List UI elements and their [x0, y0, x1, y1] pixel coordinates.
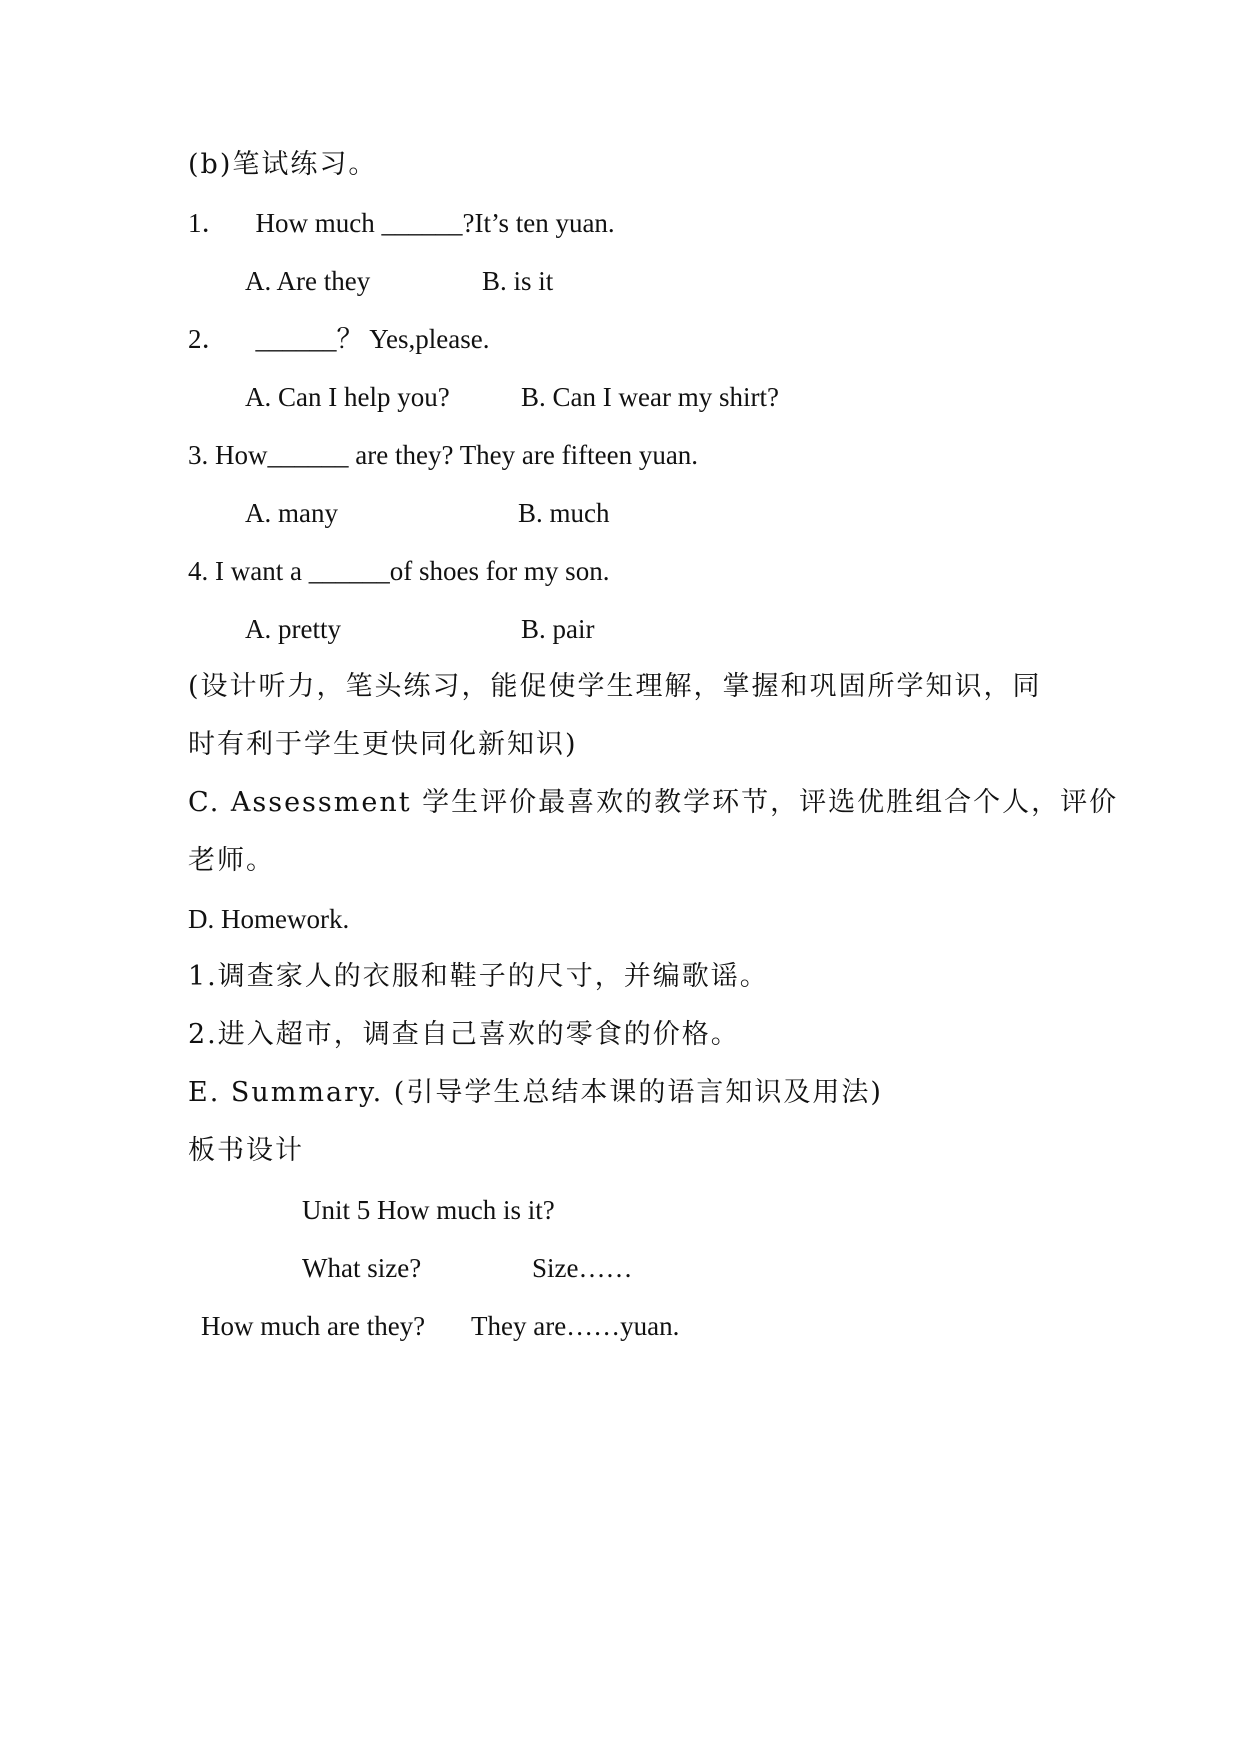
homework-title: D. Homework. — [188, 904, 350, 934]
board-unit-title: Unit 5 How much is it? — [302, 1195, 555, 1225]
assessment-line-2: 老师。 — [188, 845, 275, 876]
question-3-stem: 3. How______ are they? They are fifteen yuan. — [188, 440, 699, 470]
question-4-option-a: A. pretty — [245, 614, 341, 644]
question-3-option-a: A. many — [245, 498, 338, 528]
question-2-option-b: B. Can I wear my shirt? — [521, 382, 779, 412]
board-size-answer: Size…… — [532, 1253, 633, 1283]
question-2-option-a: A. Can I help you? — [245, 382, 450, 412]
question-3-option-b: B. much — [518, 498, 610, 528]
question-1-stem: 1． How much ______?It’s ten yuan. — [188, 208, 615, 238]
homework-item-1: 1.调查家人的衣服和鞋子的尺寸，并编歌谣。 — [188, 961, 769, 992]
question-4-stem: 4. I want a ______of shoes for my son. — [188, 556, 610, 586]
question-2-stem: 2． ______？ Yes,please. — [188, 324, 490, 354]
assessment-line-1: C. Assessment 学生评价最喜欢的教学环节，评选优胜组合个人，评价 — [188, 787, 1119, 818]
design-note-line-1: (设计听力，笔头练习，能促使学生理解，掌握和巩固所学知识，同 — [188, 671, 1042, 702]
board-what-size: What size? — [302, 1253, 422, 1283]
design-note-line-2: 时有利于学生更快同化新知识) — [188, 729, 578, 760]
homework-item-2: 2.进入超市，调查自己喜欢的零食的价格。 — [188, 1019, 740, 1050]
section-b-title: (b)笔试练习。 — [188, 149, 378, 180]
question-1-option-b: B. is it — [482, 266, 554, 296]
question-4-option-b: B. pair — [521, 614, 595, 644]
board-how-much-are-they: How much are they? — [201, 1311, 426, 1341]
board-they-are-yuan: They are……yuan. — [471, 1311, 680, 1341]
board-design-title: 板书设计 — [188, 1135, 304, 1166]
summary-line: E. Summary. (引导学生总结本课的语言知识及用法) — [188, 1077, 883, 1108]
question-1-option-a: A. Are they — [245, 266, 371, 296]
